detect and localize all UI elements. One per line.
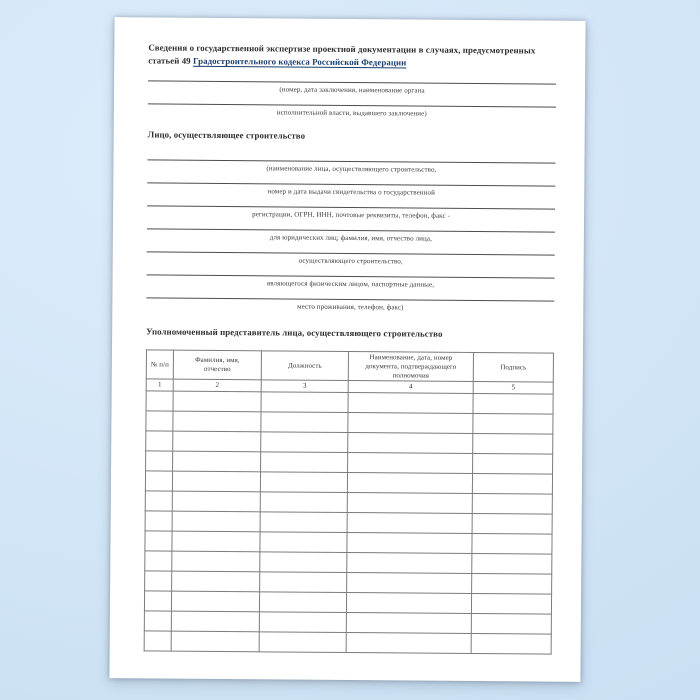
signatories-table-head bbox=[146, 350, 553, 382]
doc-title-line2-prefix: статьей 49 bbox=[148, 55, 194, 66]
doc-title-line1: Сведения о государственной экспертизе проектной документации в случаях, предусмотренных bbox=[148, 42, 536, 56]
form-blank-field bbox=[147, 182, 555, 208]
form-blank-field bbox=[146, 297, 554, 323]
empty-cell bbox=[260, 472, 347, 493]
column-number-cell: 5 bbox=[473, 381, 553, 394]
empty-cell bbox=[146, 431, 173, 451]
empty-cell bbox=[471, 633, 551, 654]
empty-cell bbox=[172, 531, 260, 552]
builder-fields bbox=[146, 159, 555, 323]
empty-cell bbox=[346, 593, 471, 614]
empty-cell bbox=[145, 571, 172, 591]
table-row bbox=[144, 631, 551, 654]
field-caption: осуществляющего строительство, bbox=[298, 256, 403, 266]
signatories-table bbox=[144, 349, 554, 654]
empty-cell bbox=[472, 513, 552, 534]
table-header-row bbox=[146, 350, 553, 382]
col-header-authority-document: Наименование, дата, номер документа, подтверждающего полномочия bbox=[348, 352, 473, 382]
expertise-fields bbox=[148, 80, 556, 129]
form-blank-field bbox=[148, 103, 556, 129]
empty-cell bbox=[471, 593, 551, 614]
empty-cell bbox=[146, 451, 173, 471]
empty-cell bbox=[171, 591, 259, 612]
empty-cell bbox=[472, 493, 552, 514]
empty-cell bbox=[347, 493, 472, 514]
empty-cell bbox=[346, 632, 471, 653]
field-caption: место проживания, телефон, факс) bbox=[297, 302, 404, 312]
empty-cell bbox=[260, 552, 347, 573]
empty-cell bbox=[259, 632, 346, 653]
empty-cell bbox=[173, 451, 261, 472]
empty-cell bbox=[472, 473, 552, 494]
empty-cell bbox=[261, 412, 348, 433]
empty-cell bbox=[259, 612, 346, 633]
empty-cell bbox=[260, 512, 347, 533]
empty-cell bbox=[260, 532, 347, 553]
col-header-signature: Подпись bbox=[473, 352, 553, 382]
empty-cell bbox=[473, 393, 553, 414]
column-number-cell: 4 bbox=[348, 381, 473, 394]
field-caption: являющегося физическим лицом, паспортные данные, bbox=[266, 279, 435, 289]
form-blank-field bbox=[148, 80, 556, 106]
field-caption: для юридических лиц; фамилия, имя, отчество лица, bbox=[269, 233, 432, 243]
document-content bbox=[144, 17, 557, 654]
empty-cell bbox=[348, 433, 473, 454]
empty-cell bbox=[348, 413, 473, 434]
column-number-cell: 1 bbox=[146, 379, 173, 391]
empty-cell bbox=[260, 572, 347, 593]
empty-cell bbox=[144, 611, 171, 631]
empty-cell bbox=[347, 573, 472, 594]
empty-cell bbox=[346, 612, 471, 633]
field-caption: (номер, дата заключения, наименование органа bbox=[279, 85, 425, 95]
field-caption: (наименование лица, осуществляющего строительство, bbox=[266, 164, 437, 174]
empty-cell bbox=[172, 571, 260, 592]
empty-cell bbox=[261, 452, 348, 473]
empty-cell bbox=[347, 553, 472, 574]
empty-cell bbox=[348, 453, 473, 474]
empty-cell bbox=[173, 431, 261, 452]
form-blank-field bbox=[147, 228, 555, 254]
empty-cell bbox=[144, 591, 171, 611]
form-blank-field bbox=[147, 159, 555, 185]
col-header-position: Должность bbox=[261, 351, 348, 381]
form-blank-field bbox=[147, 251, 555, 277]
empty-cell bbox=[173, 391, 261, 412]
empty-cell bbox=[347, 533, 472, 554]
empty-cell bbox=[472, 533, 552, 554]
empty-cell bbox=[472, 553, 552, 574]
empty-cell bbox=[172, 511, 260, 532]
empty-cell bbox=[144, 631, 171, 651]
empty-cell bbox=[145, 531, 172, 551]
empty-cell bbox=[173, 411, 261, 432]
empty-cell bbox=[472, 573, 552, 594]
empty-cell bbox=[473, 433, 553, 454]
empty-cell bbox=[172, 471, 260, 492]
empty-cell bbox=[347, 473, 472, 494]
empty-cell bbox=[145, 491, 172, 511]
empty-cell bbox=[146, 411, 173, 431]
empty-cell bbox=[260, 492, 347, 513]
doc-title bbox=[148, 41, 556, 70]
builder-section-heading: Лицо, осуществляющее строительство bbox=[147, 129, 306, 141]
document-page bbox=[109, 17, 585, 682]
law-code-link[interactable]: Градостроительного кодекса Российской Федерации bbox=[192, 55, 407, 68]
field-caption: номер и дата выдачи свидетельства о государственной bbox=[267, 187, 435, 197]
empty-cell bbox=[145, 471, 172, 491]
empty-cell bbox=[171, 611, 259, 632]
empty-cell bbox=[172, 491, 260, 512]
empty-cell bbox=[259, 592, 346, 613]
empty-cell bbox=[473, 413, 553, 434]
form-blank-field bbox=[147, 205, 555, 231]
empty-cell bbox=[145, 511, 172, 531]
signatories-table-body bbox=[144, 379, 553, 654]
empty-cell bbox=[261, 392, 348, 413]
empty-cell bbox=[348, 393, 473, 414]
col-header-number: № п/п bbox=[146, 350, 173, 379]
empty-cell bbox=[171, 631, 259, 652]
empty-cell bbox=[146, 391, 173, 411]
col-header-full-name: Фамилия, имя, отчество bbox=[173, 350, 261, 380]
field-caption: регистрации, ОГРН, ИНН, почтовые реквизиты, телефон, факс - bbox=[252, 210, 451, 220]
field-caption: исполнительной власти, выдавшего заключение) bbox=[276, 108, 427, 118]
column-number-cell: 3 bbox=[261, 380, 348, 393]
form-blank-field bbox=[146, 274, 554, 300]
empty-cell bbox=[145, 551, 172, 571]
representative-section-heading: Уполномоченный представитель лица, осуществляющего строительство bbox=[146, 326, 443, 339]
empty-cell bbox=[261, 432, 348, 453]
empty-cell bbox=[471, 613, 551, 634]
empty-cell bbox=[347, 513, 472, 534]
column-number-cell: 2 bbox=[173, 379, 261, 392]
empty-cell bbox=[172, 551, 260, 572]
empty-cell bbox=[473, 453, 553, 474]
